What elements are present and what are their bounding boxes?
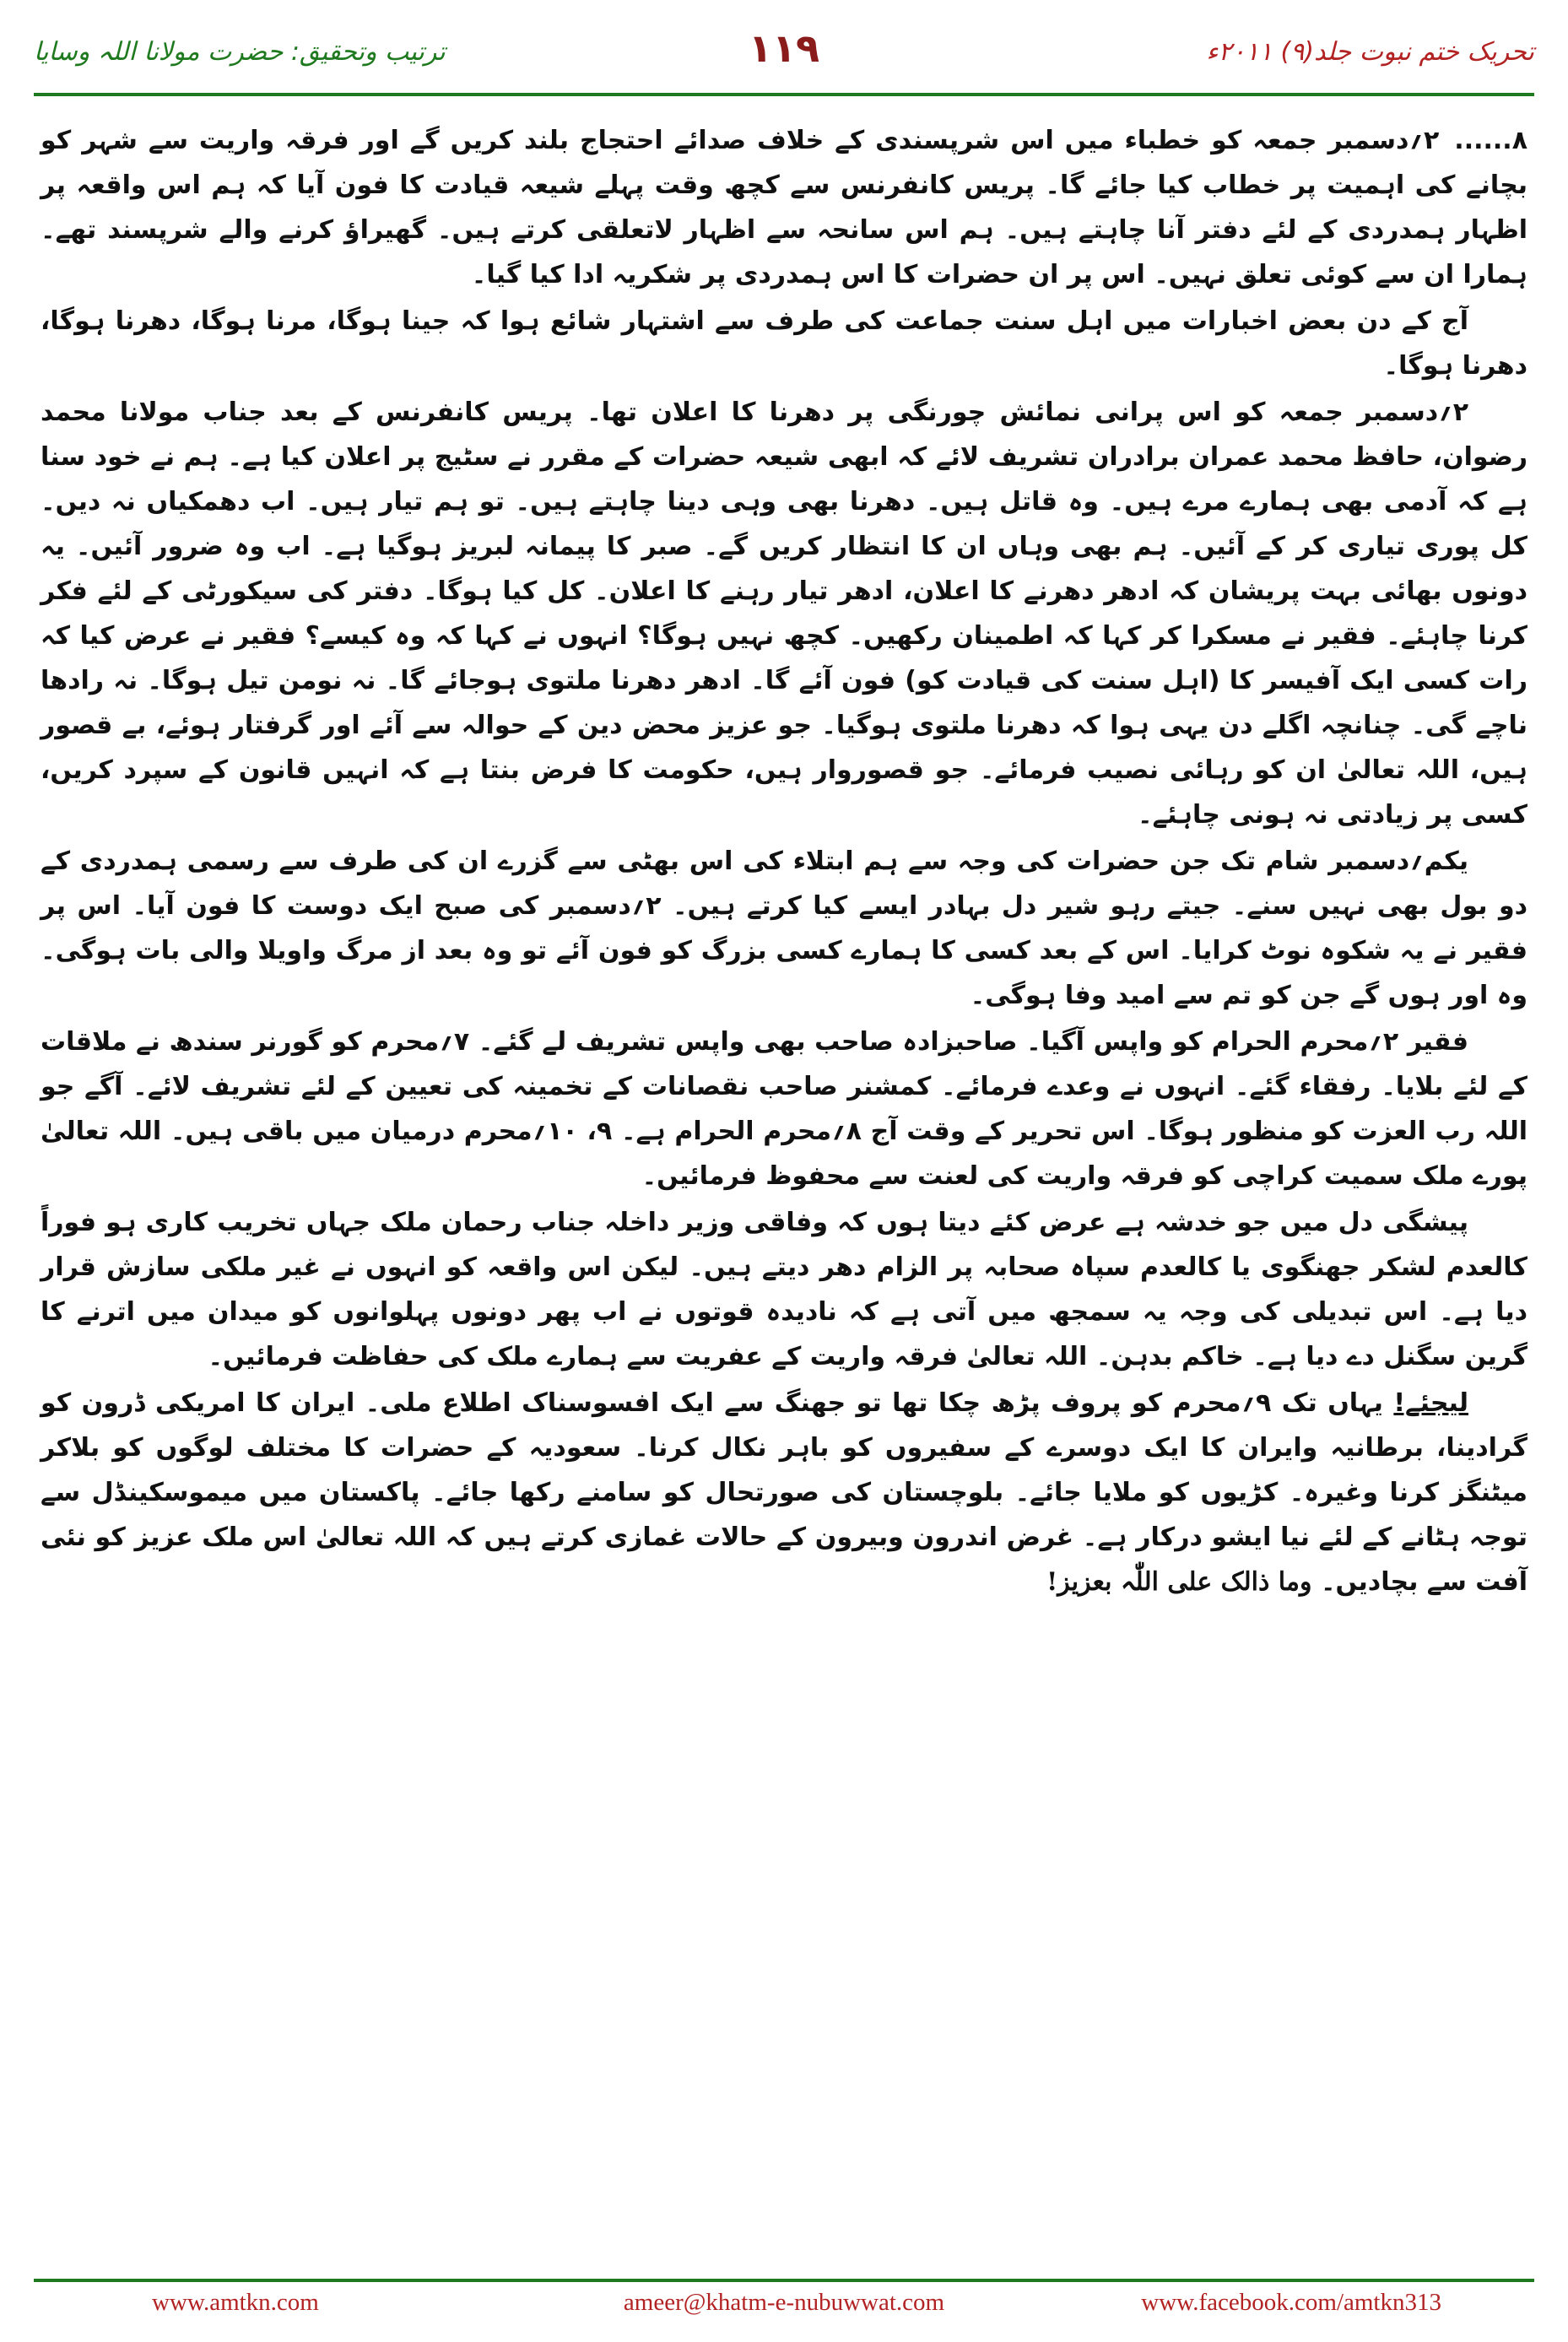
- paragraph-text: ۲؍دسمبر جمعہ کو خطباء میں اس شرپسندی کے خلاف صدائے احتجاج بلند کریں گے اور فرقہ واریت سے شہر کو بچانے کی اہمیت پر خطاب کیا جائے گا۔ پریس کانفرنس سے کچھ وقت پہلے شیعہ قیادت کا فون آیا کہ ہم اس واقعہ پر اظہار ہمدردی کے لئے دفتر آنا چاہتے ہیں۔ ہم اس سانحہ سے اظہار لاتعلقی کرتے ہیں۔ گھیراؤ کرنے والے شرپسند تھے۔ ہمارا ان سے کوئی تعلق نہیں۔ اس پر ان حضرات کا اس ہمدردی پر شکریہ ادا کیا گیا۔: [41, 126, 1527, 289]
- paragraph-8: [41, 118, 1527, 297]
- paragraph: [41, 839, 1527, 1018]
- page-header: [34, 25, 1534, 84]
- paragraph-text: آج کے دن بعض اخبارات میں اہل سنت جماعت کی طرف سے اشتہار شائع ہوا کہ جینا ہوگا، مرنا ہوگا، دھرنا ہوگا، دھرنا ہوگا۔: [41, 306, 1527, 381]
- paragraph: [41, 299, 1527, 388]
- header-divider: [34, 93, 1534, 96]
- page-number: ۱۱۹: [748, 25, 820, 71]
- paragraph-text: فقیر ۲؍محرم الحرام کو واپس آگیا۔ صاحبزادہ صاحب بھی واپس تشریف لے گئے۔ ۷؍محرم کو گورنر سندھ نے ملاقات کے لئے بلایا۔ رفقاء گئے۔ انہوں نے وعدے فرمائے۔ کمشنر صاحب نقصانات کے تخمینہ کی تعیین کے لئے تشریف لائے۔ آگے جو اللہ رب العزت کو منظور ہوگا۔ اس تحریر کے وقت آج ۸؍محرم الحرام ہے۔ ۹، ۱۰؍محرم درمیان میں باقی ہیں۔ اللہ تعالیٰ پورے ملک سمیت کراچی کو فرقہ واریت کی لعنت سے محفوظ فرمائیں۔: [41, 1027, 1528, 1191]
- page-footer: [34, 2289, 1534, 2326]
- paragraph-number: ۸......: [1454, 126, 1527, 155]
- paragraph: [41, 1020, 1527, 1198]
- header-book-title: تحریک ختم نبوت جلد(۹) ۲۰۱۱ء: [1206, 37, 1534, 67]
- paragraph-text: یہاں تک ۹؍محرم کو پروف پڑھ چکا تھا تو جھنگ سے ایک افسوسناک اطلاع ملی۔ ایران کا امریکی ڈرون کو گرادینا، برطانیہ وایران کا ایک دوسرے کے سفیروں کو باہر نکال کرنا۔ سعودیہ کے حضرات کا مختلف لوگوں کو بلاکر میٹنگز کرنا وغیرہ۔ کڑیوں کو ملایا جائے۔ بلوچستان کی صورتحال کو سامنے رکھا جائے۔ پاکستان میں میموسکینڈل سے توجہ ہٹانے کے لئے نیا ایشو درکار ہے۔ غرض اندرون وبیرون کے حالات غمازی کرتے ہیں کہ اللہ تعالیٰ اس ملک عزیز کو نئی آفت سے بچادیں۔: [41, 1388, 1527, 1597]
- paragraph: [41, 390, 1527, 837]
- paragraph-text: پیشگی دل میں جو خدشہ ہے عرض کئے دیتا ہوں کہ وفاقی وزیر داخلہ جناب رحمان ملک جہاں تخریب کاری ہو فوراً کالعدم لشکر جھنگوی یا کالعدم سپاہ صحابہ پر الزام دھر دیتے ہیں۔ لیکن اس واقعہ کو انہوں نے غیر ملکی سازش قرار دیا ہے۔ اس تبدیلی کی وجہ یہ سمجھ میں آتی ہے کہ نادیدہ قوتوں نے اب پھر دونوں پہلوانوں کو میدان میں اترنے کا گرین سگنل دے دیا ہے۔ خاکم بدہن۔ اللہ تعالیٰ فرقہ واریت کے عفریت سے ہمارے ملک کی حفاظت فرمائیں۔: [41, 1208, 1527, 1371]
- website-link[interactable]: www.amtkn.com: [152, 2289, 319, 2316]
- paragraph-text: یکم؍دسمبر شام تک جن حضرات کی وجہ سے ہم ابتلاء کی اس بھٹی سے گزرے ان کی طرف سے رسمی ہمدردی کے دو بول بھی نہیں سنے۔ جیتے رہو شیر دل بہادر ایسے کیا کرتے ہیں۔ ۲؍دسمبر کی صبح ایک دوست کا فون آیا۔ اس پر فقیر نے یہ شکوہ نوٹ کرایا۔ اس کے بعد کسی کا ہمارے کسی بزرگ کو فون آئے تو وہ بعد از مرگ واویلا والی بات ہوگی۔ وہ اور ہوں گے جن کو تم سے امید وفا ہوگی۔: [41, 846, 1528, 1010]
- closing-phrase: وما ذالک علی اللّٰہ بعزیز!: [1046, 1567, 1312, 1597]
- paragraph-lead: لیجئے!: [1393, 1388, 1468, 1418]
- facebook-link[interactable]: www.facebook.com/amtkn313: [1141, 2289, 1441, 2316]
- article-body: [41, 118, 1527, 2253]
- paragraph: [41, 1381, 1527, 1604]
- header-author: ترتیب وتحقیق: حضرت مولانا اللہ وسایا: [34, 37, 446, 67]
- paragraph-text: ۲؍دسمبر جمعہ کو اس پرانی نمائش چورنگی پر دھرنا کا اعلان تھا۔ پریس کانفرنس کے بعد جناب مولانا محمد رضوان، حافظ محمد عمران برادران تشریف لائے کہ ابھی شیعہ حضرات کے مقرر نے سٹیج پر اعلان کیا ہے۔ ہم نے خود سنا ہے کہ آدمی بھی ہمارے مرے ہیں۔ وہ قاتل ہیں۔ دھرنا بھی وہی دینا چاہتے ہیں۔ تو ہم تیار ہیں۔ اب دھمکیاں نہ دیں۔ کل پوری تیاری کر کے آئیں۔ ہم بھی وہاں ان کا انتظار کریں گے۔ صبر کا پیمانہ لبریز ہوگیا ہے۔ اب وہ ضرور آئیں۔ یہ دونوں بھائی بہت پریشان کہ ادھر دھرنے کا اعلان، ادھر تیار رہنے کا اعلان۔ کل کیا ہوگا۔ دفتر کی سیکورٹی کے لئے فکر کرنا چاہئے۔ فقیر نے مسکرا کر کہا کہ اطمینان رکھیں۔ کچھ نہیں ہوگا؟ انہوں نے کہا کہ وہ کیسے؟ فقیر نے عرض کیا کہ رات کسی ایک آفیسر کا (اہل سنت کی قیادت کو) فون آئے گا۔ ادھر دھرنا ملتوی ہوجائے گا۔ نہ نومن تیل ہوگا۔ نہ رادھا ناچے گی۔ چنانچہ اگلے دن یہی ہوا کہ دھرنا ملتوی ہوگیا۔ جو عزیز محض دین کے حوالہ سے آئے اور گرفتار ہوئے، بے قصور ہیں، اللہ تعالیٰ ان کو رہائی نصیب فرمائے۔ جو قصوروار ہیں، حکومت کا فرض بنتا ہے کہ انہیں قانون کے سپرد کریں، کسی پر زیادتی نہ ہونی چاہئے۔: [41, 398, 1527, 830]
- paragraph: [41, 1200, 1527, 1379]
- footer-divider: [34, 2279, 1534, 2282]
- email-link[interactable]: ameer@khatm-e-nubuwwat.com: [623, 2289, 945, 2316]
